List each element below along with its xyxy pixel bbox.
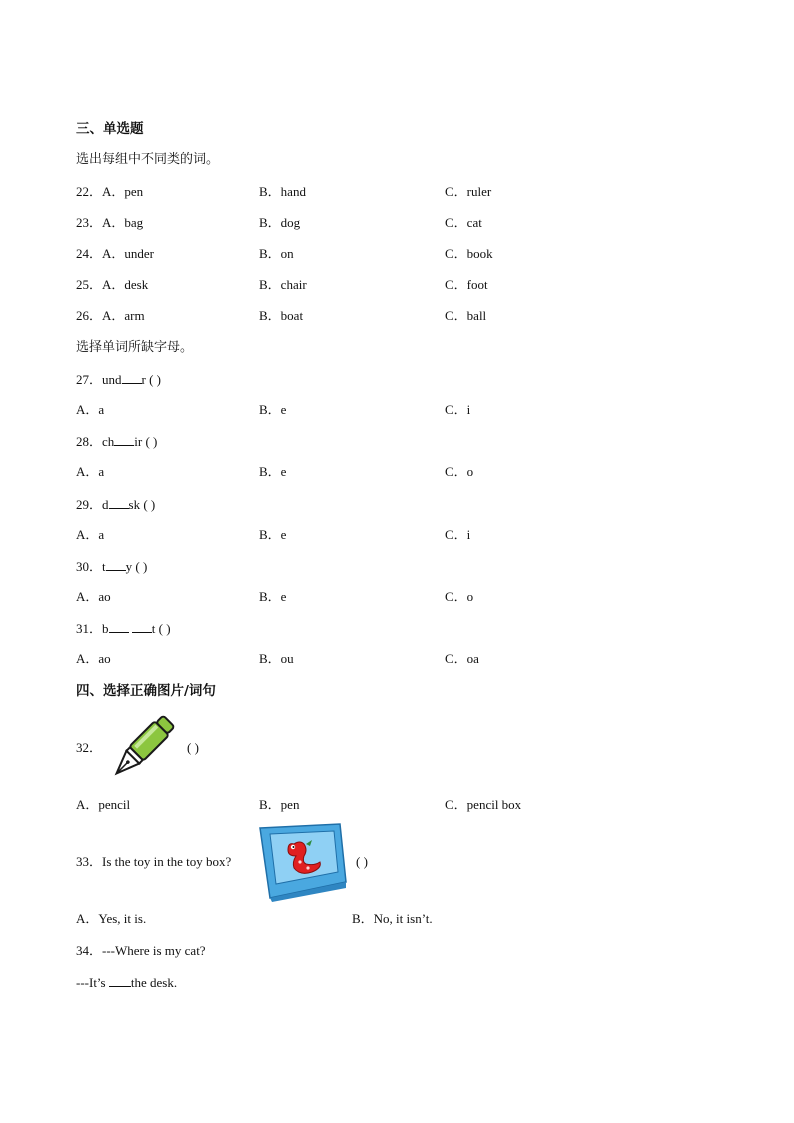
q31-option-c[interactable]: C．oa bbox=[445, 651, 479, 666]
q30-option-c[interactable]: C．o bbox=[445, 589, 474, 604]
q27-option-c[interactable]: C．i bbox=[445, 402, 471, 417]
q32-answer-paren[interactable]: ( ) bbox=[187, 740, 199, 755]
q29-stem: 29．d sk ( ) bbox=[76, 497, 156, 512]
q31-option-a[interactable]: A．ao bbox=[76, 651, 111, 666]
q34-stem: 34．---Where is my cat? bbox=[76, 943, 206, 958]
q30-stem: 30．t y ( ) bbox=[76, 559, 148, 574]
q30-option-a[interactable]: A．ao bbox=[76, 589, 111, 604]
q34-answer-line: ---It’s the desk. bbox=[76, 975, 178, 990]
q22-option-b[interactable]: B．hand bbox=[259, 184, 306, 199]
q33-answer-paren[interactable]: ( ) bbox=[356, 854, 368, 869]
q33-stem: 33．Is the toy in the toy box? bbox=[76, 854, 232, 869]
q31-stem: 31．b t ( ) bbox=[76, 621, 171, 636]
q29-option-a[interactable]: A．a bbox=[76, 527, 105, 542]
toy-box-icon bbox=[256, 822, 348, 902]
q32-option-c[interactable]: C．pencil box bbox=[445, 797, 522, 812]
q28-option-a[interactable]: A．a bbox=[76, 464, 105, 479]
q22-option-a[interactable]: 22．A．pen bbox=[76, 184, 144, 199]
q23-option-c[interactable]: C．cat bbox=[445, 215, 482, 230]
q28-stem: 28．ch ir ( ) bbox=[76, 434, 158, 449]
q27-option-a[interactable]: A．a bbox=[76, 402, 105, 417]
q31-option-b[interactable]: B．ou bbox=[259, 651, 294, 666]
q24-option-c[interactable]: C．book bbox=[445, 246, 493, 261]
q33-option-a[interactable]: A．Yes, it is. bbox=[76, 911, 147, 926]
q32-option-a[interactable]: A．pencil bbox=[76, 797, 131, 812]
q27-option-b[interactable]: B．e bbox=[259, 402, 287, 417]
q24-option-b[interactable]: B．on bbox=[259, 246, 294, 261]
q32-option-b[interactable]: B．pen bbox=[259, 797, 300, 812]
q29-option-b[interactable]: B．e bbox=[259, 527, 287, 542]
q26-option-a[interactable]: 26．A．arm bbox=[76, 308, 145, 323]
q24-option-a[interactable]: 24．A．under bbox=[76, 246, 155, 261]
q28-option-b[interactable]: B．e bbox=[259, 464, 287, 479]
section-3-title: 三、单选题 bbox=[76, 121, 144, 137]
q29-option-c[interactable]: C．i bbox=[445, 527, 471, 542]
q32-number: 32． bbox=[76, 740, 103, 755]
q25-option-b[interactable]: B．chair bbox=[259, 277, 307, 292]
fountain-pen-icon bbox=[102, 708, 182, 788]
q23-option-a[interactable]: 23．A．bag bbox=[76, 215, 144, 230]
section-4-title: 四、选择正确图片/词句 bbox=[76, 683, 216, 699]
instruction-missing-letters: 选择单词所缺字母。 bbox=[76, 340, 194, 355]
q30-option-b[interactable]: B．e bbox=[259, 589, 287, 604]
q25-option-c[interactable]: C．foot bbox=[445, 277, 488, 292]
instruction-odd-one-out: 选出每组中不同类的词。 bbox=[76, 152, 220, 167]
q25-option-a[interactable]: 25．A．desk bbox=[76, 277, 149, 292]
q33-option-b[interactable]: B．No, it isn’t. bbox=[352, 911, 433, 926]
q23-option-b[interactable]: B．dog bbox=[259, 215, 301, 230]
q26-option-c[interactable]: C．ball bbox=[445, 308, 487, 323]
q22-option-c[interactable]: C．ruler bbox=[445, 184, 492, 199]
q26-option-b[interactable]: B．boat bbox=[259, 308, 304, 323]
q28-option-c[interactable]: C．o bbox=[445, 464, 474, 479]
q27-stem: 27．und r ( ) bbox=[76, 372, 162, 387]
